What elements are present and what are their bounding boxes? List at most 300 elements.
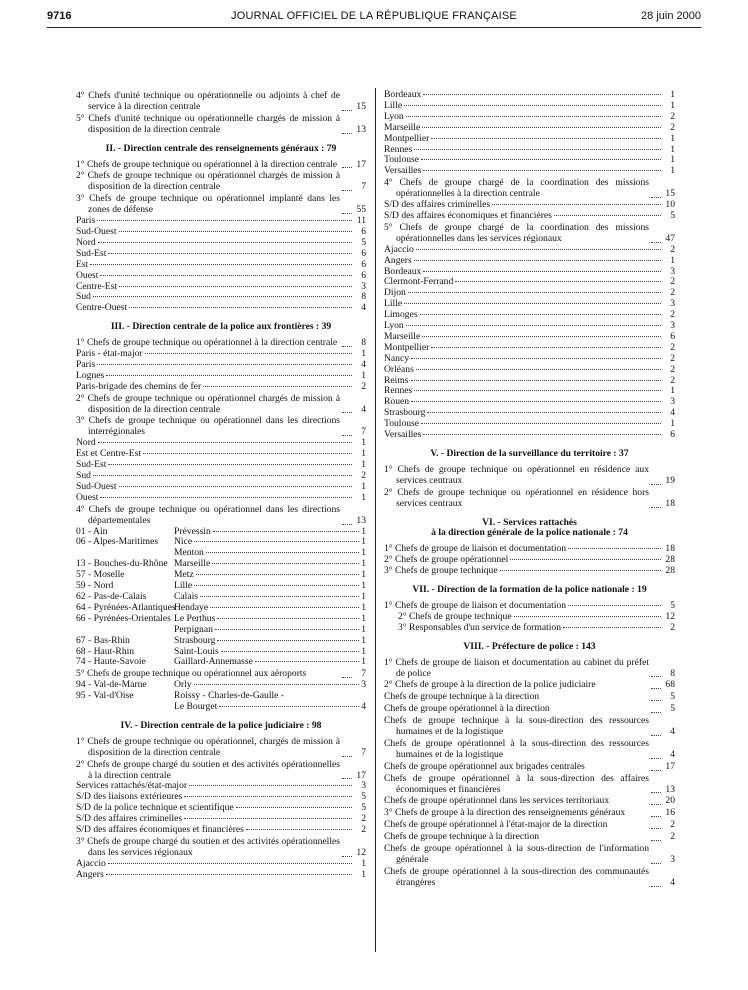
row-count: 1 [361, 623, 366, 635]
leader-dots [421, 423, 661, 424]
row-count: 4 [361, 302, 366, 314]
row-count: 28 [665, 565, 675, 577]
table-row [384, 376, 675, 387]
leader-dots [651, 688, 661, 689]
dept-row [76, 570, 366, 581]
row-count: 1 [361, 369, 366, 381]
list-item [76, 160, 366, 171]
table-row [76, 870, 366, 881]
row-count: 6 [670, 330, 675, 342]
leader-dots [342, 435, 352, 436]
row-label: Lyon [384, 110, 404, 122]
city-name: Nice [174, 536, 193, 548]
item-text: 4° Chefs d'unité technique ou opérationnelle ou adjoints à chef de service à la direction centrale [76, 90, 340, 112]
list-item [76, 505, 366, 527]
row-count: 2 [670, 110, 675, 122]
row-count: 1 [670, 385, 675, 397]
table-row [76, 349, 366, 360]
list-item [384, 867, 675, 889]
leader-dots [98, 242, 352, 243]
item-count: 5 [670, 691, 675, 703]
item-count: 18 [665, 497, 675, 509]
item-count: 4 [361, 403, 366, 415]
dept-row [76, 537, 366, 548]
table-row [384, 566, 675, 577]
list-item [384, 739, 675, 761]
leader-dots [100, 275, 352, 276]
row-count: 2 [670, 374, 675, 386]
list-item [384, 680, 675, 691]
dept-name: 94 - Val-de-Marne [76, 679, 147, 691]
table-row [384, 277, 675, 288]
row-label: Marseille [384, 330, 421, 342]
table-row [384, 386, 675, 397]
table-row [76, 260, 366, 271]
row-label: Rennes [384, 143, 413, 155]
row-count: 1 [361, 612, 366, 624]
row-count: 4 [361, 701, 366, 713]
row-count: 2 [361, 813, 366, 825]
item-text: 2° Chefs de groupe technique ou opérationnel en résidence hors services centraux [384, 486, 649, 509]
row-count: 1 [361, 536, 366, 548]
row-count: 1 [361, 590, 366, 602]
leader-dots [455, 281, 661, 282]
row-label: Montpellier [384, 132, 430, 144]
leader-dots [145, 353, 352, 354]
row-label: Marseille [384, 121, 421, 133]
row-count: 1 [361, 580, 366, 592]
row-count: 3 [670, 396, 675, 408]
item-count: 16 [665, 807, 675, 819]
item-text: 5° Chefs de groupe technique ou opérationnel aux aéroports [76, 668, 307, 680]
row-label: Paris [76, 215, 96, 227]
row-label: Ajaccio [384, 243, 414, 255]
section-title: VIII. - Préfecture de police : 143 [463, 640, 596, 652]
list-item [384, 774, 675, 796]
dept-name: 67 - Bas-Rhin [76, 634, 130, 646]
row-count: 1 [361, 601, 366, 613]
row-label: Bordeaux [384, 89, 422, 100]
leader-dots [651, 507, 661, 508]
row-count: 1 [670, 89, 675, 100]
city-cell [174, 657, 366, 668]
leader-dots [651, 735, 661, 736]
row-count: 6 [670, 429, 675, 441]
leader-dots [97, 364, 352, 365]
leader-dots [129, 307, 352, 308]
item-count: 15 [665, 188, 675, 200]
leader-dots [194, 585, 359, 586]
row-label: Ajaccio [76, 857, 106, 869]
row-label: Rennes [384, 385, 413, 397]
row-count: 6 [361, 225, 366, 237]
item-count: 12 [356, 846, 366, 858]
row-label: Centre-Ouest [76, 302, 128, 314]
row-label: Est et Centre-Est [76, 448, 142, 460]
row-label: S/D des liaisons extérieures [76, 791, 183, 803]
leader-dots [93, 475, 352, 476]
item-text: 4° Chefs de groupe chargé de la coordination des missions opérationnelles à la direction centrale [384, 177, 649, 200]
dept-name: 64 - Pyrénées-Atlantiques [76, 601, 176, 613]
city-name: Perpignan [174, 623, 213, 635]
leader-dots [568, 605, 661, 606]
table-row [384, 397, 675, 408]
leader-dots [342, 756, 352, 757]
item-count: 4 [670, 748, 675, 760]
leader-dots [184, 818, 352, 819]
city-name: Menton [174, 547, 204, 559]
row-label: Rouen [384, 396, 410, 408]
leader-dots [651, 484, 661, 485]
row-count: 6 [361, 269, 366, 281]
item-text: 1° Chefs de groupe technique ou opérationnel à la direction centrale [76, 158, 338, 170]
table-row [76, 282, 366, 293]
item-text: Chefs de groupe technique à la direction [384, 831, 540, 843]
leader-dots [651, 804, 661, 805]
row-count: 1 [361, 656, 366, 668]
dept-name: 74 - Haute-Savoie [76, 656, 146, 668]
list-item [384, 465, 675, 487]
item-text: 4° Chefs de groupe technique ou opérationnel dans les directions départementales [76, 503, 340, 526]
row-count: 10 [665, 199, 675, 211]
table-row [384, 430, 675, 441]
leader-dots [431, 347, 661, 348]
table-row [384, 245, 675, 256]
row-count: 1 [361, 459, 366, 471]
table-row [384, 123, 675, 134]
leader-dots [98, 442, 352, 443]
table-row [384, 256, 675, 267]
table-row [384, 321, 675, 332]
row-label: Limoges [384, 309, 418, 321]
list-item [384, 716, 675, 738]
row-count: 8 [361, 291, 366, 303]
dept-row [76, 636, 366, 647]
table-row [384, 408, 675, 419]
table-row [384, 211, 675, 222]
city-name: Hendaye [174, 601, 209, 613]
row-count: 1 [670, 418, 675, 430]
row-count: 1 [361, 348, 366, 360]
row-count: 2 [361, 380, 366, 392]
row-count: 1 [670, 132, 675, 144]
item-count: 55 [356, 204, 366, 216]
leader-dots [342, 167, 352, 168]
leader-dots [404, 303, 661, 304]
right-column [384, 90, 675, 889]
section-title: III. - Direction centrale de la police aux frontières : 39 [110, 321, 332, 333]
section-title: VII. - Direction de la formation de la police nationale : 19 [412, 584, 647, 596]
row-label: 3° Responsables d'un service de formation [398, 621, 562, 633]
leader-dots [119, 286, 352, 287]
row-label: Reims [384, 374, 409, 386]
list-item [384, 808, 675, 819]
row-count: 1 [361, 547, 366, 559]
row-label: Orléans [384, 363, 414, 375]
row-count: 2 [670, 363, 675, 375]
row-count: 1 [361, 645, 366, 657]
leader-dots [563, 627, 661, 628]
city-name: Roissy - Charles-de-Gaulle - [174, 690, 285, 702]
row-label: Lognes [76, 369, 105, 381]
leader-dots [406, 325, 661, 326]
leader-dots [342, 524, 352, 525]
row-label: S/D des affaires criminelles [76, 813, 183, 825]
item-text: Chefs de groupe opérationnel à la sous-direction de l'information générale [384, 843, 649, 865]
dept-name: 01 - Ain [76, 525, 108, 537]
list-item [76, 194, 366, 216]
leader-dots [414, 260, 661, 261]
dept-row [76, 614, 366, 625]
leader-dots [500, 570, 661, 571]
leader-dots [342, 213, 352, 214]
table-row [384, 310, 675, 321]
row-count: 1 [361, 480, 366, 492]
leader-dots [406, 116, 661, 117]
item-count: 2 [670, 819, 675, 831]
leader-dots [342, 412, 352, 413]
row-label: Sud [76, 291, 91, 303]
city-name: Lille [174, 580, 193, 592]
table-row [384, 419, 675, 430]
row-count: 2 [670, 309, 675, 321]
leader-dots [203, 386, 352, 387]
leader-dots [119, 486, 352, 487]
item-count: 13 [356, 123, 366, 135]
leader-dots [651, 700, 661, 701]
leader-dots [90, 264, 352, 265]
section-title: V. - Direction de la surveillance du territoire : 37 [430, 448, 629, 459]
leader-dots [651, 676, 661, 677]
leader-dots [414, 390, 661, 391]
row-count: 3 [670, 320, 675, 332]
table-row [76, 859, 366, 870]
leader-dots [342, 778, 352, 779]
table-row [76, 216, 366, 227]
row-label: Sud [76, 470, 91, 481]
table-row [384, 90, 675, 101]
row-count: 2 [361, 824, 366, 836]
row-count: 2 [670, 621, 675, 633]
table-row [384, 145, 675, 156]
list-item [76, 416, 366, 438]
list-item [384, 692, 675, 703]
leader-dots [651, 770, 661, 771]
dept-name: 06 - Alpes-Maritimes [76, 536, 159, 548]
item-count: 8 [670, 667, 675, 679]
leader-dots [108, 253, 352, 254]
city-name: Le Bourget [174, 701, 218, 713]
table-row [76, 482, 366, 493]
leader-dots [108, 464, 352, 465]
row-label: 2° Chefs de groupe opérationnel [384, 554, 509, 566]
leader-dots [416, 249, 661, 250]
row-count: 2 [670, 287, 675, 299]
city-name: Calais [174, 590, 198, 602]
table-row [384, 299, 675, 310]
item-text: Chefs de groupe opérationnel dans les services territoriaux [384, 795, 610, 807]
row-label: Lille [384, 99, 403, 111]
table-row [76, 227, 366, 238]
row-label: Ouest [76, 269, 99, 281]
item-count: 17 [356, 158, 366, 170]
list-item [384, 796, 675, 807]
city-name: Saint-Louis [174, 645, 219, 657]
row-count: 1 [670, 165, 675, 177]
row-count: 2 [361, 470, 366, 481]
list-item [384, 658, 675, 680]
row-label: 1° Chefs de groupe de liaison et documentation [384, 543, 567, 555]
row-count: 3 [670, 265, 675, 277]
dept-name: 62 - Pas-de-Calais [76, 590, 147, 602]
list-item [384, 223, 675, 245]
row-count: 3 [361, 780, 366, 792]
row-label: Nord [76, 437, 96, 449]
item-count: 4 [670, 726, 675, 738]
leader-dots [215, 629, 359, 630]
city-cell [174, 625, 366, 636]
item-text: 2° Chefs de groupe technique ou opérationnel chargés de mission à disposition de la direction centrale [76, 170, 340, 193]
row-count: 5 [361, 791, 366, 803]
item-count: 19 [665, 474, 675, 486]
list-item [76, 394, 366, 416]
leader-dots [217, 640, 359, 641]
row-count: 1 [361, 491, 366, 503]
row-count: 1 [361, 558, 366, 570]
row-label: Angers [384, 254, 412, 266]
journal-title: JOURNAL OFFICIEL DE LA RÉPUBLIQUE FRANÇAISE [231, 10, 517, 22]
leader-dots [427, 412, 661, 413]
row-count: 1 [361, 437, 366, 449]
leader-dots [568, 548, 661, 549]
leader-dots [246, 829, 352, 830]
dept-row [76, 657, 366, 668]
leader-dots [431, 138, 661, 139]
leader-dots [119, 231, 352, 232]
item-text: 5° Chefs d'unité technique ou opérationnelle chargés de mission à disposition de la direction centrale [76, 112, 340, 135]
list-item [384, 488, 675, 510]
leader-dots [651, 840, 661, 841]
row-count: 2 [670, 352, 675, 364]
leader-dots [217, 618, 359, 619]
row-label: Ouest [76, 491, 99, 503]
row-count: 6 [361, 247, 366, 259]
city-cell [174, 559, 366, 570]
table-row [384, 288, 675, 299]
leader-dots [236, 807, 352, 808]
leader-dots [651, 197, 661, 198]
item-text: 5° Chefs de groupe chargé de la coordination des missions opérationnelles dans les services régionaux [384, 221, 649, 244]
table-row [384, 101, 675, 112]
item-text: Chefs de groupe opérationnel à la sous-direction des affaires économiques et financières [384, 772, 649, 795]
dept-name: 57 - Moselle [76, 569, 125, 581]
row-count: 2 [670, 121, 675, 133]
row-count: 2 [670, 243, 675, 255]
item-text: 1° Chefs de groupe technique ou opérationnel à la direction centrale [76, 337, 338, 349]
leader-dots [196, 574, 359, 575]
page-header [47, 10, 701, 24]
table-row [76, 360, 366, 371]
row-count: 3 [361, 280, 366, 292]
table-row [76, 825, 366, 836]
row-count: 1 [361, 857, 366, 869]
table-row [384, 155, 675, 166]
table-row [76, 238, 366, 249]
leader-dots [411, 401, 661, 402]
leader-dots [414, 149, 661, 150]
leader-dots [189, 785, 352, 786]
row-count: 1 [361, 634, 366, 646]
item-text: Chefs de groupe opérationnel à la direction [384, 703, 550, 715]
leader-dots [651, 242, 661, 243]
list-item [76, 114, 366, 136]
item-count: 7 [361, 181, 366, 193]
row-label: Lille [384, 298, 403, 310]
item-count: 68 [665, 679, 675, 691]
row-count: 1 [361, 868, 366, 880]
issue-date: 28 juin 2000 [641, 10, 701, 22]
dept-row [76, 691, 366, 702]
item-text: Chefs de groupe opérationnel aux brigades centrales [384, 760, 585, 772]
leader-dots [108, 863, 352, 864]
row-label: Versailles [384, 165, 422, 177]
leader-dots [212, 563, 359, 564]
leader-dots [423, 170, 661, 171]
city-cell [174, 702, 366, 713]
city-cell [174, 636, 366, 647]
item-count: 5 [670, 703, 675, 715]
list-item [384, 844, 675, 866]
leader-dots [423, 271, 661, 272]
row-label: 3° Chefs de groupe technique [384, 565, 498, 577]
item-text: 3° Chefs de groupe à la direction des renseignements généraux [384, 807, 626, 819]
item-text: Chefs de groupe opérationnel à la sous-direction des communautés étrangères [384, 865, 649, 888]
leader-dots [423, 94, 661, 95]
item-text: 1° Chefs de groupe technique ou opérationnel en résidence aux services centraux [384, 463, 649, 486]
leader-dots [184, 796, 352, 797]
table-row [76, 460, 366, 471]
item-count: 17 [356, 769, 366, 781]
row-label: S/D de la police technique et scientifique [76, 802, 234, 814]
row-label: Services rattachés/état-major [76, 780, 188, 792]
item-text: 2° Chefs de groupe chargé du soutien et des activités opérationnelles à la direction centrale [76, 758, 340, 781]
left-column [76, 90, 366, 881]
table-row [76, 303, 366, 314]
item-text: 1° Chefs de groupe de liaison et documentation au cabinet du préfet de police [384, 656, 649, 679]
row-label: Paris [76, 358, 96, 370]
leader-dots [423, 434, 661, 435]
row-count: 1 [670, 154, 675, 166]
row-label: S/D des affaires économiques et financières [384, 209, 552, 221]
row-label: Strasbourg [384, 407, 426, 419]
leader-dots [554, 215, 661, 216]
leader-dots [200, 596, 359, 597]
leader-dots [100, 497, 352, 498]
leader-dots [422, 336, 661, 337]
item-count: 13 [356, 514, 366, 526]
row-label: Clermont-Ferrand [384, 276, 454, 288]
city-name: Marseille [174, 558, 211, 570]
list-item [76, 737, 366, 759]
table-row [76, 271, 366, 282]
leader-dots [411, 380, 661, 381]
leader-dots [404, 105, 661, 106]
row-label: Nord [76, 236, 96, 248]
row-count: 11 [356, 215, 366, 227]
item-count: 13 [665, 783, 675, 795]
item-count: 7 [361, 668, 366, 680]
city-cell [174, 570, 366, 581]
